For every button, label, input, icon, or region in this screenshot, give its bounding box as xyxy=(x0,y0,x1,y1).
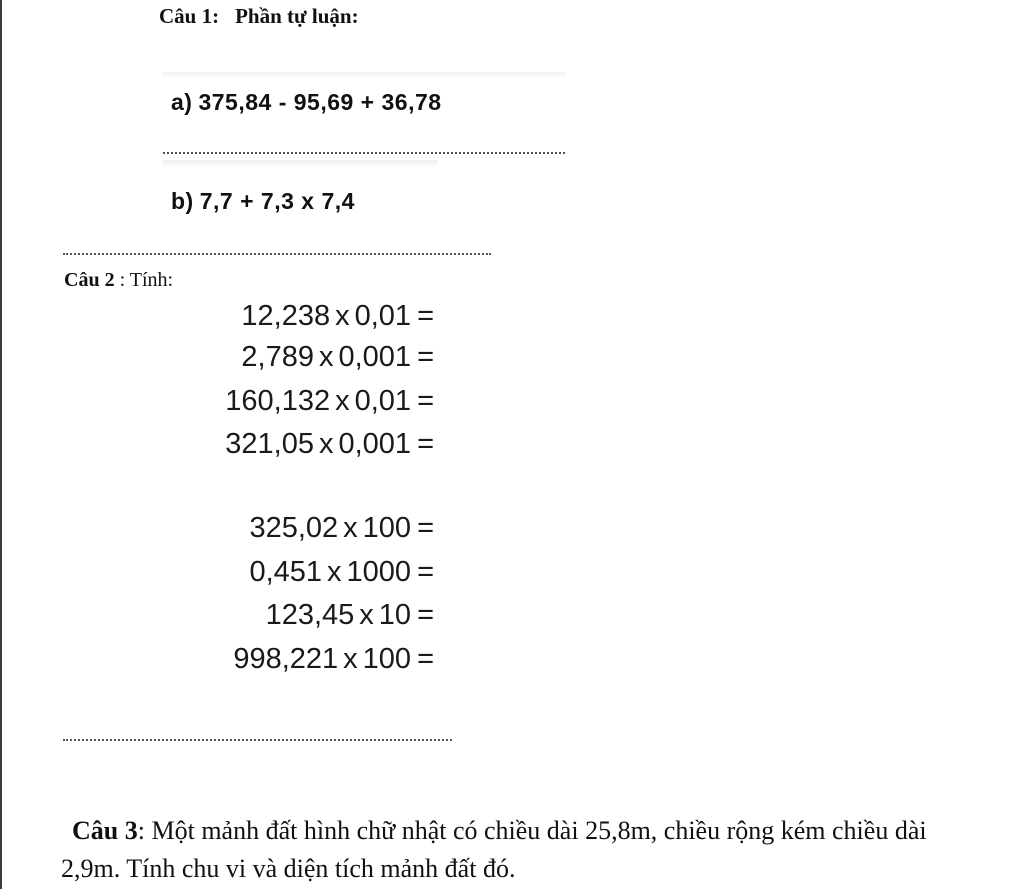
exercise-a xyxy=(163,72,565,132)
calc-operand: 160,132 xyxy=(225,385,331,417)
exercise-a-expression: 375,84 - 95,69 + 36,78 xyxy=(198,89,442,115)
calc-equals: = xyxy=(417,512,434,544)
calc-operator: x xyxy=(318,428,334,460)
calc-equals: = xyxy=(417,428,434,460)
calc-row-7 xyxy=(266,599,434,632)
answer-line-2 xyxy=(63,739,452,741)
calc-operator: x xyxy=(343,643,358,675)
question-3-label: Câu 3 xyxy=(72,816,138,845)
calc-operand: 0,001 xyxy=(338,341,412,373)
calc-operand: 0,01 xyxy=(354,300,412,332)
calc-operand: 0,451 xyxy=(249,556,323,588)
calc-equals: = xyxy=(417,643,434,675)
calc-equals: = xyxy=(417,341,434,373)
calc-row-6 xyxy=(249,556,434,589)
question-2-title: : Tính: xyxy=(114,269,174,291)
calc-operator: x xyxy=(335,385,350,417)
exercise-a-label: a) xyxy=(171,89,193,115)
calc-operand: 100 xyxy=(362,512,412,544)
calc-operand: 0,001 xyxy=(338,428,412,460)
question-1-title: Phần tự luận: xyxy=(235,4,359,28)
calc-equals: = xyxy=(417,385,434,417)
answer-line-b xyxy=(63,253,491,255)
calc-operand: 12,238 xyxy=(241,300,331,332)
question-2-label: Câu 2 xyxy=(64,269,115,291)
exercise-b-expression: 7,7 + 7,3 x 7,4 xyxy=(199,188,355,214)
calc-operator: x xyxy=(318,341,334,373)
calc-row-5 xyxy=(249,512,434,545)
calc-operator: x xyxy=(359,599,374,631)
calc-operand: 325,02 xyxy=(249,512,339,544)
calc-operand: 2,789 xyxy=(241,341,314,373)
calc-operand: 1000 xyxy=(346,556,412,588)
calc-row-3 xyxy=(225,385,434,418)
question-1-heading xyxy=(159,4,359,29)
page-left-border xyxy=(0,0,2,889)
calc-operand: 10 xyxy=(378,599,412,631)
calc-operator: x xyxy=(343,512,358,544)
question-3-text: : Một mảnh đất hình chữ nhật có chiều dài 25,8m, chiều rộng kém chiều dài 2,9m. Tính chu vi và diện tích mảnh đất đó. xyxy=(61,816,927,883)
calc-operand: 998,221 xyxy=(233,643,339,675)
question-2-heading xyxy=(64,269,173,292)
answer-line-a xyxy=(163,152,565,154)
exercise-b xyxy=(163,160,438,226)
calc-equals: = xyxy=(417,556,434,588)
calc-operand: 123,45 xyxy=(265,599,355,631)
calc-row-1 xyxy=(241,300,434,333)
calc-row-8 xyxy=(233,643,434,676)
calc-operator: x xyxy=(335,300,350,332)
calc-row-4 xyxy=(225,428,434,461)
calc-operand: 0,01 xyxy=(354,385,412,417)
calc-equals: = xyxy=(417,300,434,332)
calc-operand: 321,05 xyxy=(225,428,314,460)
question-3 xyxy=(61,812,991,888)
calc-operator: x xyxy=(327,556,342,588)
exercise-b-label: b) xyxy=(171,188,194,214)
calc-row-2 xyxy=(241,341,434,374)
question-1-label: Câu 1: xyxy=(159,4,220,28)
calc-operand: 100 xyxy=(362,643,412,675)
calc-equals: = xyxy=(417,599,434,631)
